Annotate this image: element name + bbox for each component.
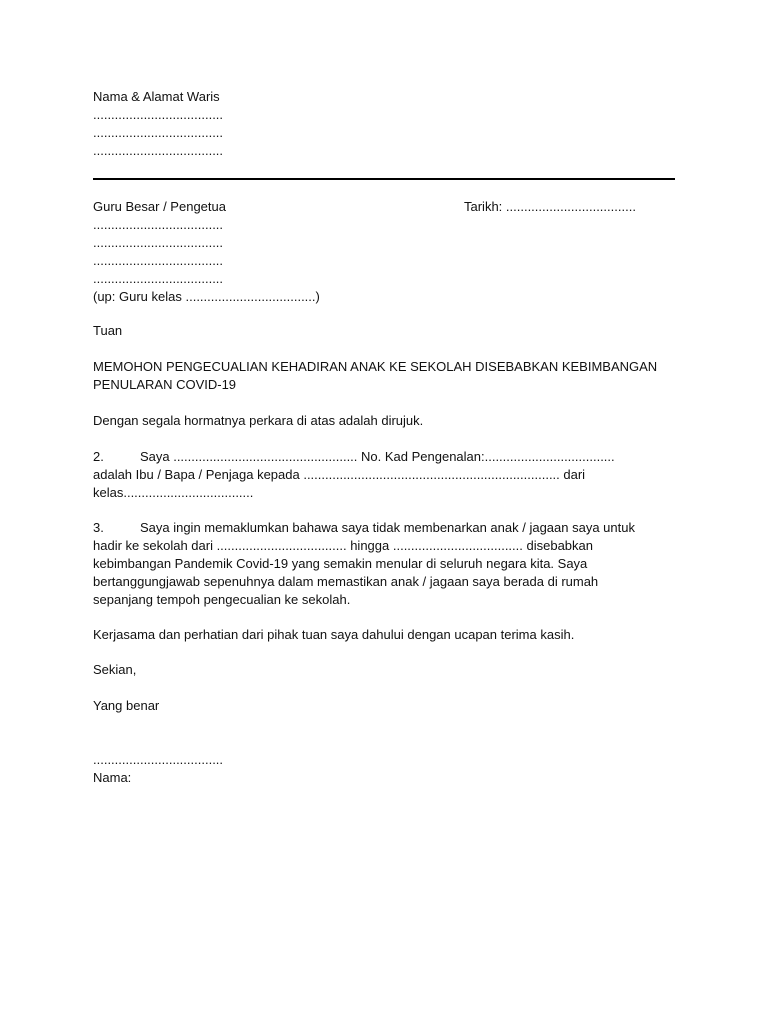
paragraph-3-line: bertanggungjawab sepenuhnya dalam memastikan anak / jagaan saya berada di rumah — [93, 574, 599, 589]
header-divider — [93, 178, 675, 180]
recipient-title: Guru Besar / Pengetua — [93, 199, 226, 214]
recipient-line: .................................... — [93, 235, 224, 250]
recipient-line: .................................... — [93, 271, 224, 286]
waris-line: .................................... — [93, 107, 224, 122]
subject-line: PENULARAN COVID-19 — [93, 377, 237, 392]
intro-paragraph: Dengan segala hormatnya perkara di atas adalah dirujuk. — [93, 413, 424, 428]
recipient-line: .................................... — [93, 253, 224, 268]
thanks-paragraph: Kerjasama dan perhatian dari pihak tuan saya dahului dengan ucapan terima kasih. — [93, 627, 575, 642]
subject-line: MEMOHON PENGECUALIAN KEHADIRAN ANAK KE SEKOLAH DISEBABKAN KEBIMBANGAN — [93, 359, 658, 374]
paragraph-3-line: 3. Saya ingin memaklumkan bahawa saya tidak membenarkan anak / jagaan saya untuk — [93, 520, 635, 535]
date-field: Tarikh: .................................... — [464, 199, 636, 214]
class-teacher-line: (up: Guru kelas ....................................) — [93, 289, 320, 304]
waris-heading: Nama & Alamat Waris — [93, 89, 220, 104]
paragraph-2-line: adalah Ibu / Bapa / Penjaga kepada ....................................................................... dari — [93, 467, 586, 482]
paragraph-2-line: 2. Saya ................................................... No. Kad Pengenalan:.................................... — [93, 449, 615, 464]
waris-line: .................................... — [93, 125, 224, 140]
paragraph-3-line: sepanjang tempoh pengecualian ke sekolah. — [93, 592, 351, 607]
waris-line: .................................... — [93, 143, 224, 158]
paragraph-3-line: kebimbangan Pandemik Covid-19 yang semakin menular di seluruh negara kita. Saya — [93, 556, 588, 571]
name-label: Nama: — [93, 770, 132, 785]
paragraph-2-line: kelas.................................... — [93, 485, 254, 500]
signature-line: .................................... — [93, 752, 224, 767]
paragraph-3-line: hadir ke sekolah dari .................................... hingga .................................... disebabkan — [93, 538, 593, 553]
closing: Sekian, — [93, 662, 137, 677]
recipient-line: .................................... — [93, 217, 224, 232]
yang-benar: Yang benar — [93, 698, 160, 713]
salutation: Tuan — [93, 323, 123, 338]
